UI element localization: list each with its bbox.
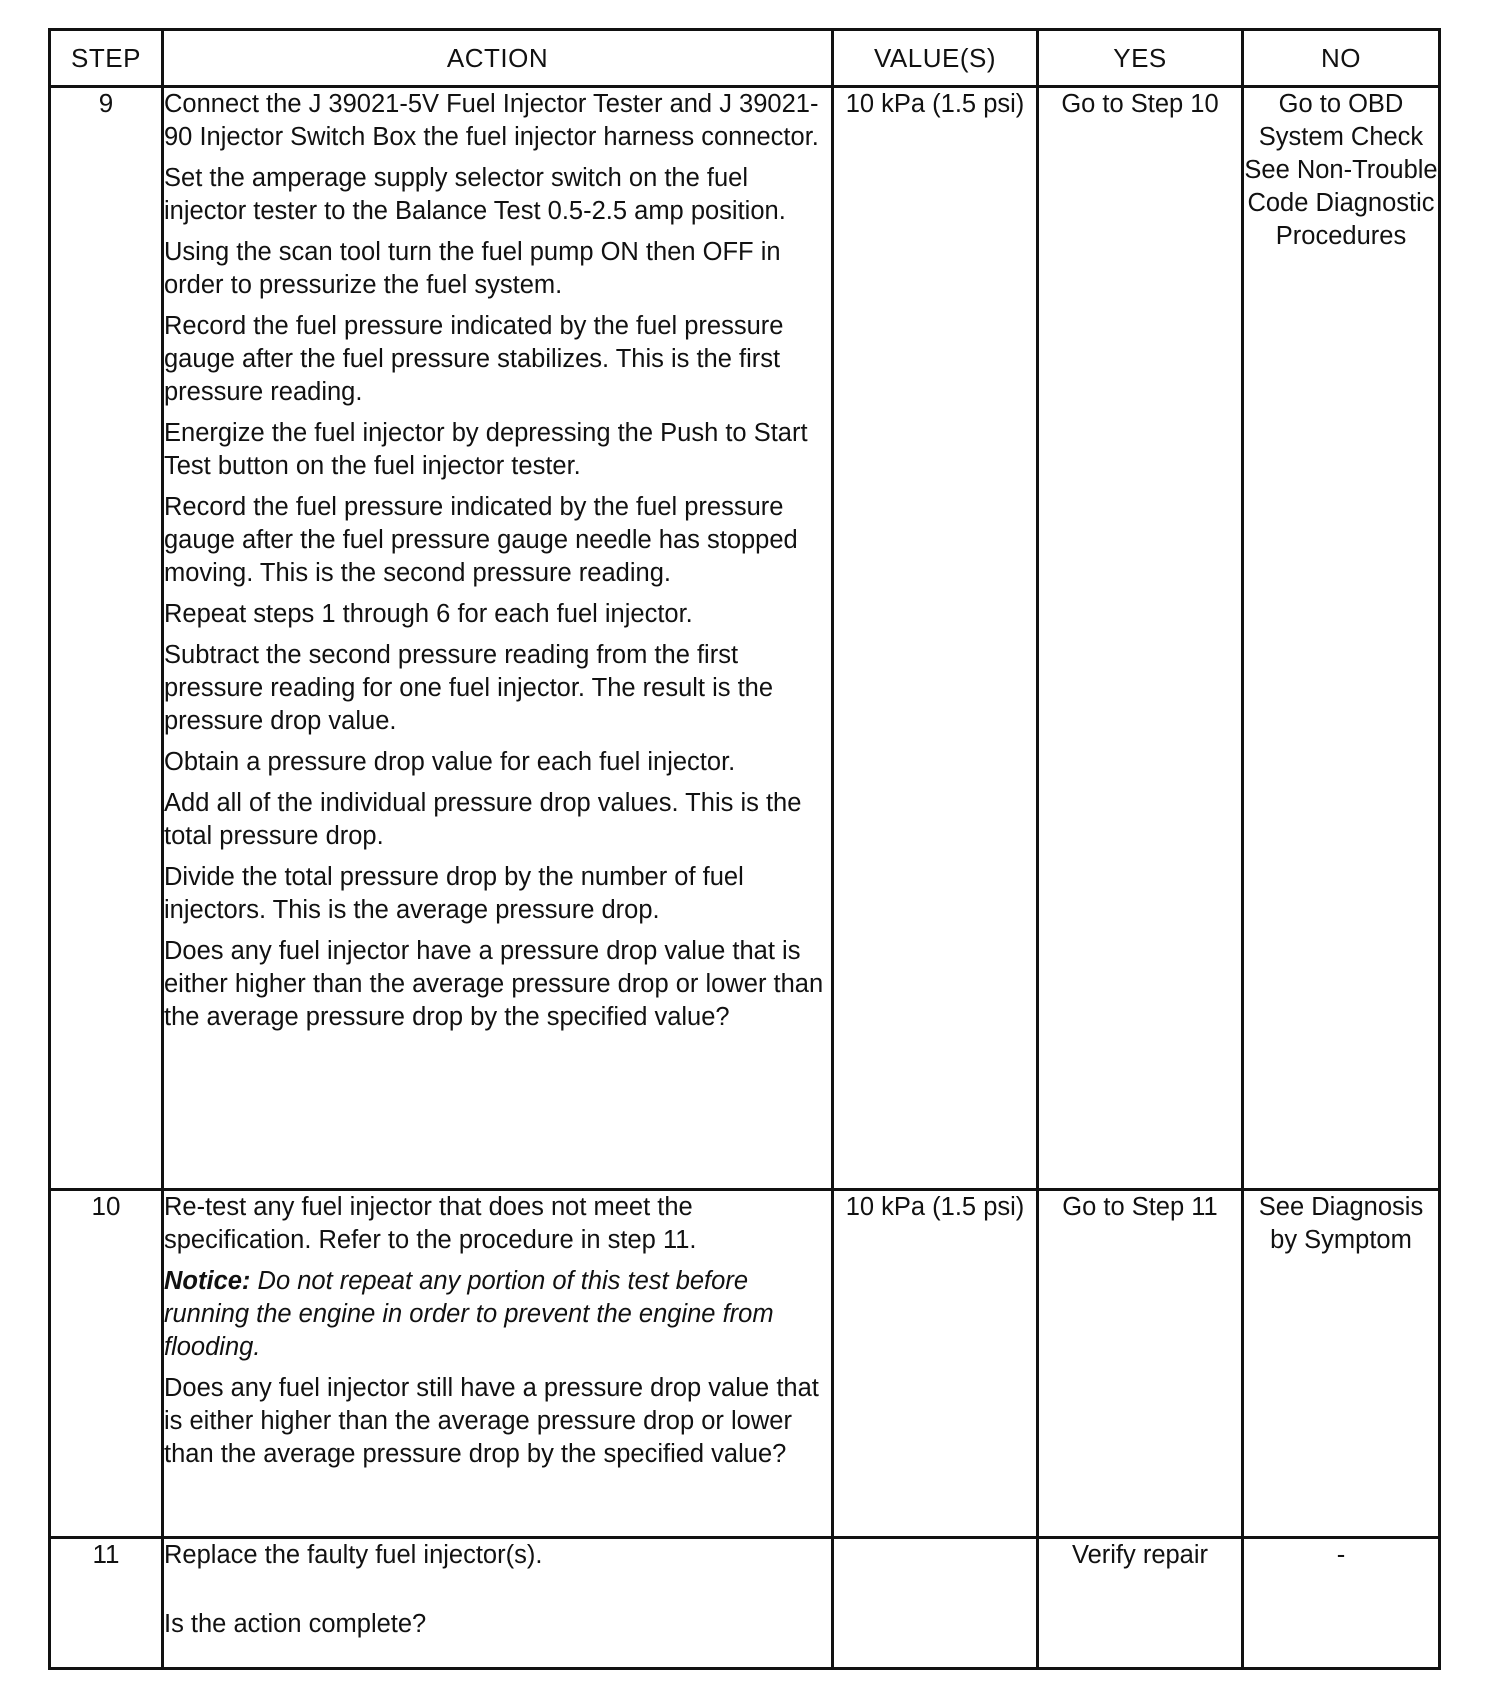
yes-cell: Verify repair: [1038, 1538, 1243, 1669]
diagnostic-table-wrapper: [48, 28, 1441, 1670]
action-paragraph: Add all of the individual pressure drop values. This is the total pressure drop.: [164, 789, 802, 850]
step-number: 10: [50, 1190, 163, 1538]
action-question: Does any fuel injector have a pressure drop value that is either higher than the average pressure drop or lower than the average pressure drop by the specified value?: [164, 937, 824, 1031]
action-paragraph: Replace the faulty fuel injector(s).: [164, 1541, 543, 1569]
header-yes: YES: [1038, 30, 1243, 87]
action-question: Is the action complete?: [164, 1610, 427, 1638]
action-cell: [163, 1538, 833, 1669]
notice-label: Notice:: [164, 1267, 251, 1295]
header-step: STEP: [50, 30, 163, 87]
value-cell: [833, 1538, 1038, 1669]
action-cell: [163, 1190, 833, 1538]
notice-paragraph: [164, 1265, 831, 1364]
no-cell: See Diagnosis by Symptom: [1243, 1190, 1440, 1538]
no-cell: -: [1243, 1538, 1440, 1669]
action-cell: [163, 87, 833, 1190]
diagnostic-table: [48, 28, 1441, 1670]
value-cell: 10 kPa (1.5 psi): [833, 1190, 1038, 1538]
action-paragraph: Record the fuel pressure indicated by the fuel pressure gauge after the fuel pressure gauge needle has stopped moving. This is the second pressure reading.: [164, 493, 798, 587]
action-paragraph: Using the scan tool turn the fuel pump ON then OFF in order to pressurize the fuel system.: [164, 238, 781, 299]
yes-cell: Go to Step 11: [1038, 1190, 1243, 1538]
action-paragraph: Set the amperage supply selector switch on the fuel injector tester to the Balance Test 0.5-2.5 amp position.: [164, 164, 786, 225]
action-paragraph: Repeat steps 1 through 6 for each fuel injector.: [164, 600, 693, 628]
action-paragraph: Subtract the second pressure reading from the first pressure reading for one fuel injector. The result is the pressure drop value.: [164, 641, 774, 735]
action-question: Does any fuel injector still have a pressure drop value that is either higher than the average pressure drop or lower than the average pressure drop by the specified value?: [164, 1374, 819, 1468]
no-cell: [1243, 87, 1440, 1190]
action-paragraph: Re-test any fuel injector that does not meet the specification. Refer to the procedure in step 11.: [164, 1193, 697, 1254]
table-row-step-11: [50, 1538, 1440, 1669]
header-values: VALUE(S): [833, 30, 1038, 87]
no-text-obd: Go to OBD System Check: [1258, 90, 1424, 151]
yes-cell: Go to Step 10: [1038, 87, 1243, 1190]
action-paragraph: Obtain a pressure drop value for each fuel injector.: [164, 748, 736, 776]
action-paragraph: Record the fuel pressure indicated by the fuel pressure gauge after the fuel pressure stabilizes. This is the first pressure reading.: [164, 312, 784, 406]
action-paragraph: Energize the fuel injector by depressing the Push to Start Test button on the fuel injector tester.: [164, 419, 808, 480]
action-paragraph: Divide the total pressure drop by the number of fuel injectors. This is the average pressure drop.: [164, 863, 744, 924]
value-cell: 10 kPa (1.5 psi): [833, 87, 1038, 1190]
step-number: 11: [50, 1538, 163, 1669]
header-no: NO: [1243, 30, 1440, 87]
action-paragraph: Connect the J 39021-5V Fuel Injector Tester and J 39021-90 Injector Switch Box the fuel injector harness connector.: [164, 90, 819, 151]
notice-text: Do not repeat any portion of this test before running the engine in order to prevent the engine from flooding.: [164, 1267, 774, 1361]
table-row-step-10: [50, 1190, 1440, 1538]
table-row-step-9: [50, 87, 1440, 1190]
no-text-non-trouble: See Non-Trouble Code Diagnostic Procedures: [1244, 156, 1438, 250]
header-row: [50, 30, 1440, 87]
header-action: ACTION: [163, 30, 833, 87]
step-number: 9: [50, 87, 163, 1190]
